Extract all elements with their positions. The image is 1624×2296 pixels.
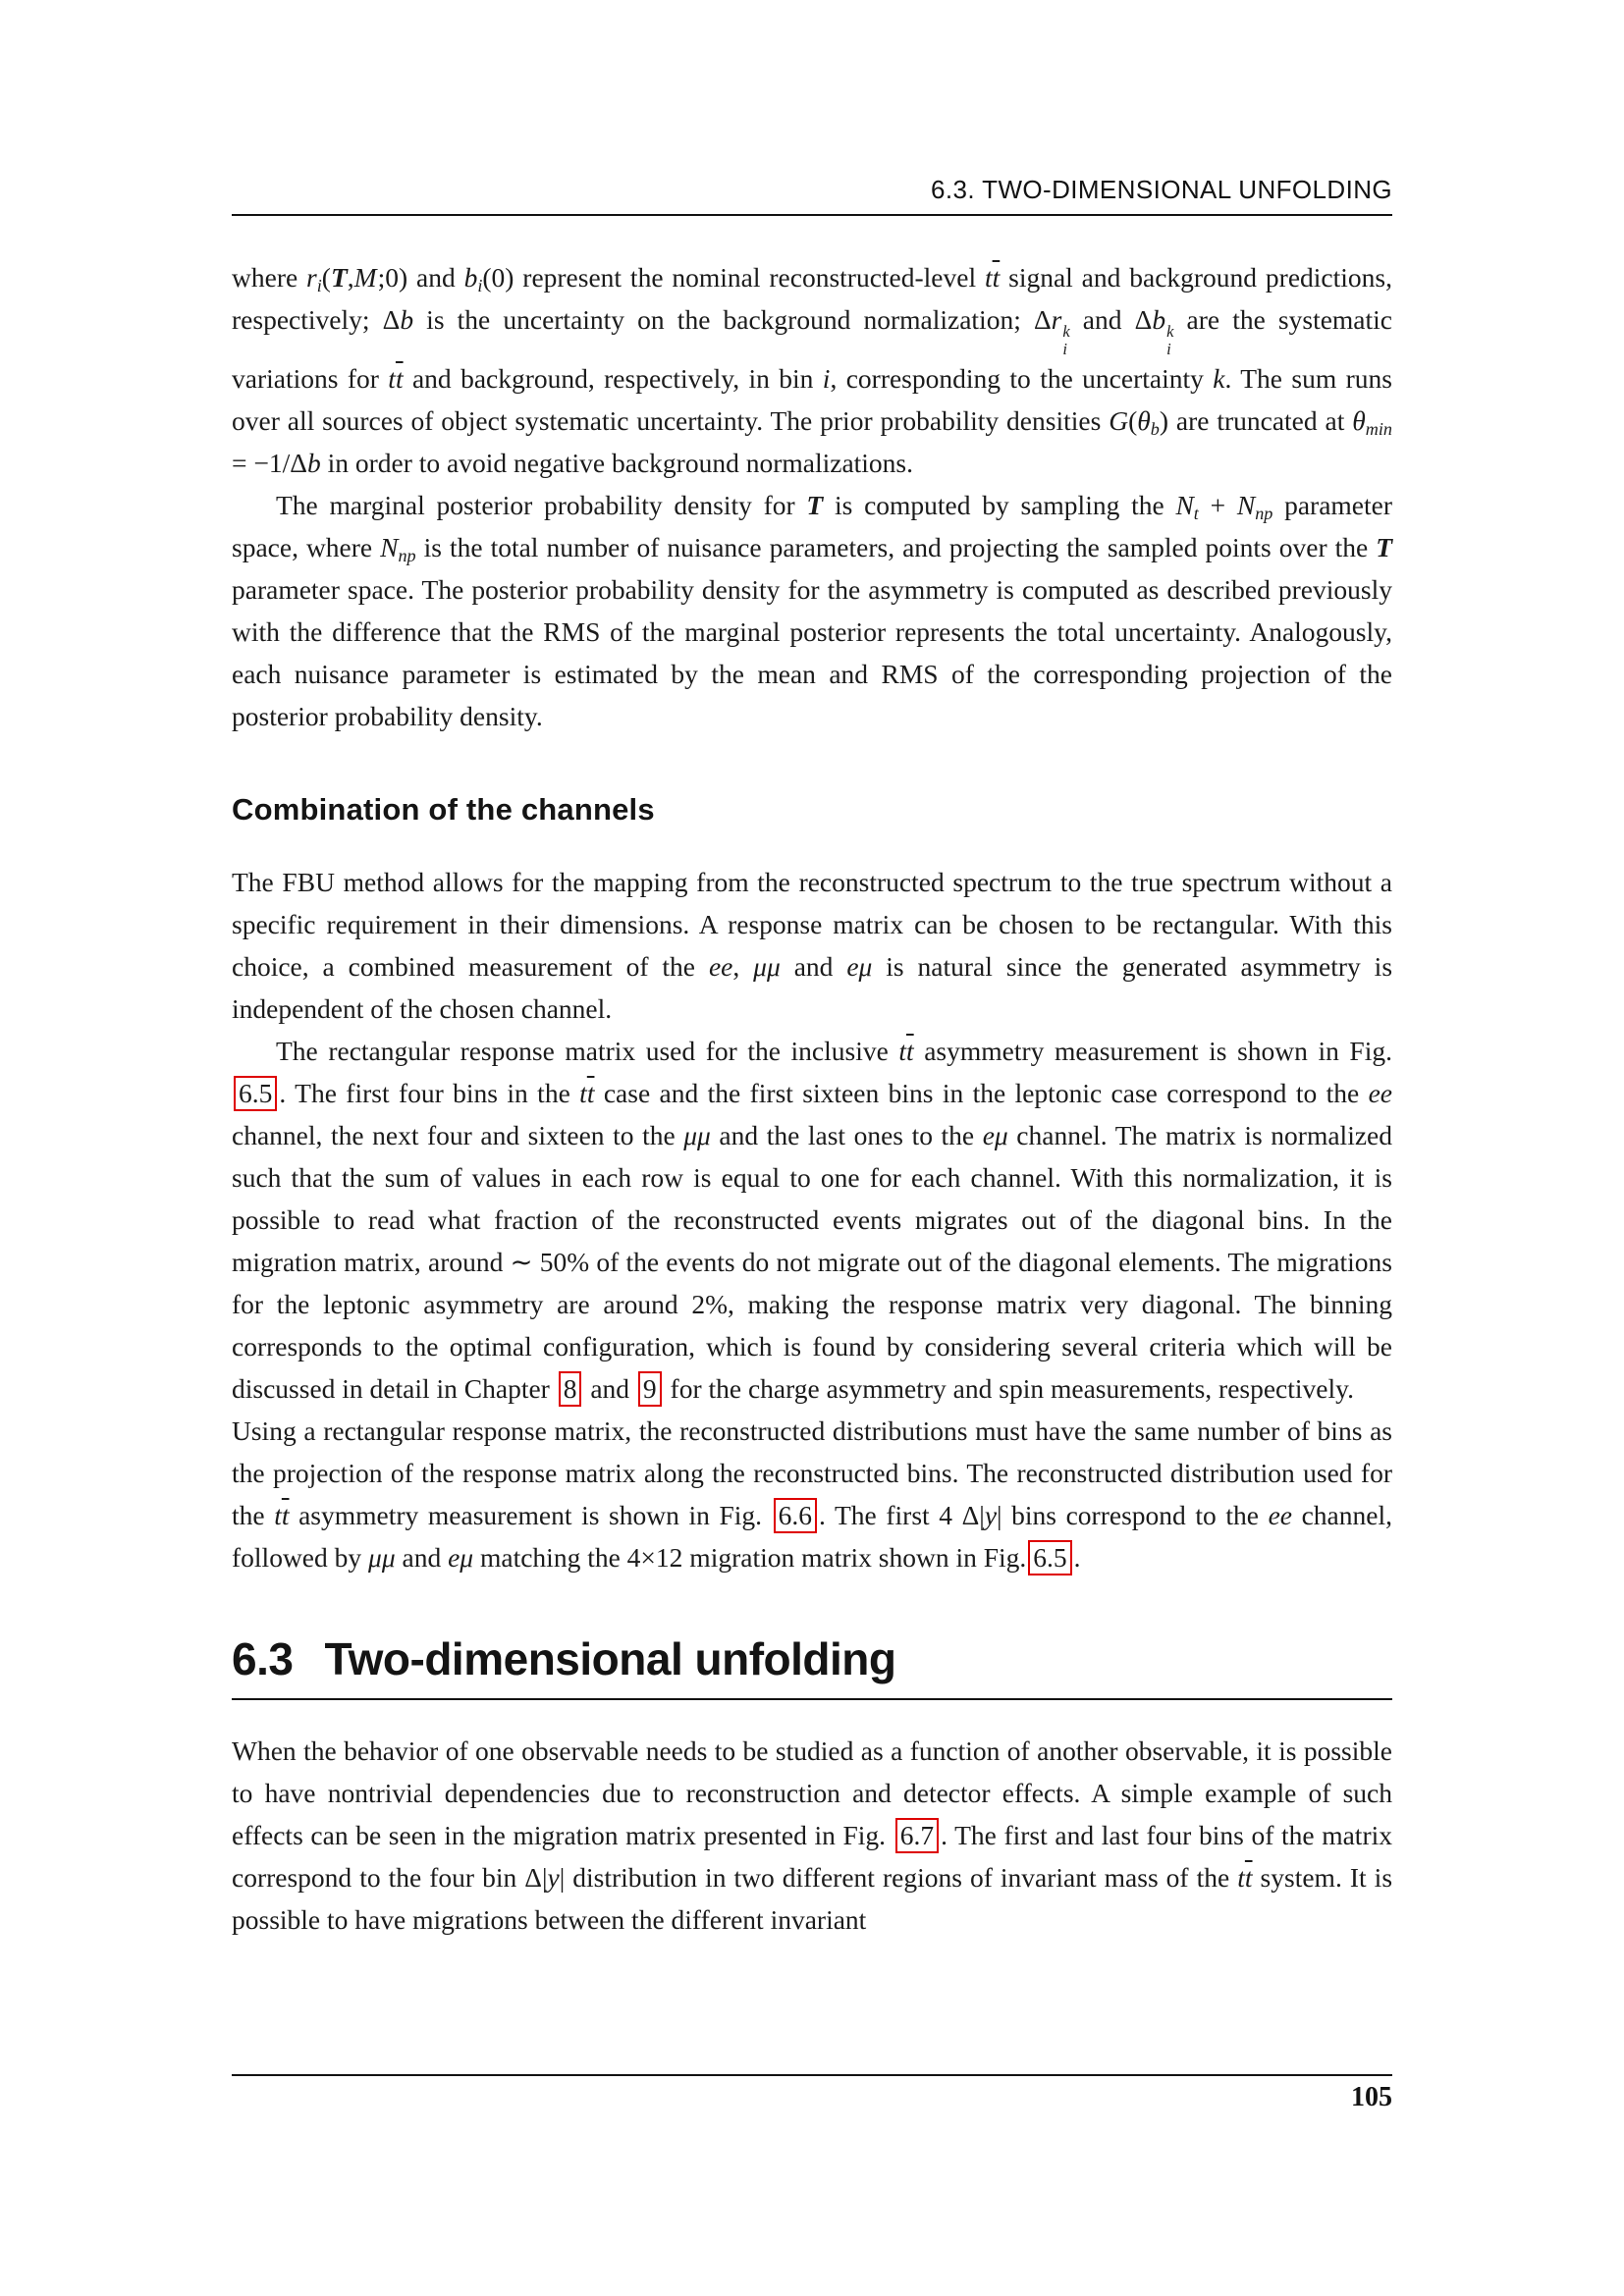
text-run: is the uncertainty on the background normalization; Δ <box>413 304 1052 335</box>
math-superscript: k <box>1166 322 1174 342</box>
math-text: i <box>477 276 483 296</box>
paragraph <box>232 256 1392 484</box>
text-run: are the systematic variations for <box>232 304 1393 394</box>
reference-link[interactable]: 6.5 <box>234 1076 277 1111</box>
math-text: eμ <box>982 1119 1008 1150</box>
math-text: min <box>1365 418 1392 439</box>
reference-link[interactable]: 6.5 <box>1028 1540 1071 1575</box>
math-sup-sub <box>1062 323 1069 357</box>
math-text: t <box>898 1035 907 1066</box>
footer-rule <box>232 2074 1392 2076</box>
math-text: θ <box>1352 404 1366 436</box>
math-text: r <box>306 262 317 293</box>
paragraph <box>232 1030 1392 1410</box>
math-text: N <box>380 531 399 562</box>
math-text: T <box>330 262 348 293</box>
text-run: in order to avoid negative background normalizations. <box>320 447 914 478</box>
math-text: eμ <box>846 950 873 982</box>
math-text: μμ <box>368 1541 396 1573</box>
paragraph <box>232 1730 1392 1941</box>
text-run: ) are truncated at <box>1159 404 1353 436</box>
text-run: matching the 4×12 migration matrix shown in Fig. <box>473 1541 1027 1573</box>
text-run: parameter space, where <box>232 489 1392 562</box>
math-text: i <box>316 276 322 296</box>
math-text: μμ <box>753 950 781 982</box>
paragraph <box>232 484 1392 737</box>
math-text: T <box>806 489 824 520</box>
math-text: $\overline{t}$ <box>281 1499 290 1530</box>
text-run: | distribution in two different regions of invariant mass of the <box>559 1861 1238 1893</box>
header-rule <box>232 214 1392 216</box>
section-title: Two-dimensional unfolding <box>324 1632 896 1684</box>
math-text: r <box>1051 304 1062 335</box>
text-run: where <box>232 262 307 293</box>
text-run: and <box>395 1541 449 1573</box>
text-run: . The first and last four bins of the matrix correspond to the four bin Δ| <box>232 1819 1392 1893</box>
math-text: t <box>1193 503 1199 523</box>
math-text: b <box>1152 304 1166 335</box>
text-run: The FBU method allows for the mapping from the reconstructed spectrum to the true spectrum without a specific requirement in their dimensions. A response matrix can be chosen to be rectangular. With this choice, a combined measurement of the <box>232 866 1392 982</box>
text-run: and <box>780 950 847 982</box>
reference-link[interactable]: 8 <box>559 1371 582 1407</box>
math-text: b <box>1150 418 1160 439</box>
reference-link[interactable]: 9 <box>638 1371 662 1407</box>
math-text: G <box>1109 404 1129 436</box>
text-run: channel, the next four and sixteen to the <box>232 1119 684 1150</box>
paragraph <box>232 861 1392 1030</box>
math-text: μμ <box>683 1119 711 1150</box>
section-heading <box>232 1633 1392 1700</box>
math-text: $\overline{t}$ <box>586 1077 595 1108</box>
math-text: b <box>306 447 321 478</box>
math-text: ee <box>708 950 733 982</box>
text-run: and the last ones to the <box>710 1119 983 1150</box>
math-text: ee <box>1368 1077 1393 1108</box>
reference-link[interactable]: 6.6 <box>774 1498 817 1533</box>
text-run: . The first four bins in the <box>279 1077 580 1108</box>
math-superscript: k <box>1062 322 1070 342</box>
text-run: case and the first sixteen bins in the leptonic case correspond to the <box>594 1077 1369 1108</box>
text-run: . The first 4 Δ| <box>819 1499 985 1530</box>
math-subscript: i <box>1062 339 1067 358</box>
text-run: is natural since the generated asymmetry is independent of the chosen channel. <box>232 950 1393 1024</box>
running-header-title: 6.3. TWO-DIMENSIONAL UNFOLDING <box>931 175 1392 204</box>
math-subscript: i <box>1166 339 1171 358</box>
text-run: signal and background predictions, respectively; Δ <box>232 262 1392 335</box>
math-text: np <box>398 545 416 565</box>
math-text: t <box>984 262 993 293</box>
math-text: θ <box>1137 404 1151 436</box>
math-text: b <box>463 262 478 293</box>
math-text: N <box>1175 489 1194 520</box>
text-run: ;0) and <box>377 262 464 293</box>
text-run: asymmetry measurement is shown in Fig. <box>289 1499 772 1530</box>
math-text: i <box>822 362 831 394</box>
text-run: + <box>1198 489 1237 520</box>
section-number: 6.3 <box>232 1632 294 1684</box>
text-run: The rectangular response matrix used for the inclusive <box>276 1035 899 1066</box>
math-text: np <box>1255 503 1273 523</box>
text-run: The marginal posterior probability density for <box>276 489 807 520</box>
math-text: b <box>400 304 414 335</box>
text-run: for the charge asymmetry and spin measurements, respectively. <box>663 1372 1354 1404</box>
text-run: When the behavior of one observable needs to be studied as a function of another observable, it is possible to have nontrivial dependencies due to reconstruction and detector effects. A simple example of such effects can be seen in the migration matrix presented in Fig. <box>232 1735 1392 1850</box>
text-run: , <box>347 262 354 293</box>
text-run: (0) represent the nominal reconstructed-level <box>482 262 985 293</box>
text-run: and Δ <box>1069 304 1153 335</box>
math-text: y <box>984 1499 998 1530</box>
text-run: is computed by sampling the <box>823 489 1176 520</box>
math-text: t <box>388 362 396 394</box>
subsection-heading: Combination of the channels <box>232 791 655 827</box>
math-text: $\overline{t}$ <box>992 262 1001 293</box>
text-run: is the total number of nuisance parameters, and projecting the sampled points over the <box>415 531 1377 562</box>
text-run: ( <box>1128 404 1138 436</box>
text-run: = −1/Δ <box>232 447 307 478</box>
math-text: N <box>1236 489 1256 520</box>
text-run: . <box>1073 1541 1081 1573</box>
text-run: and background, respectively, in bin <box>403 362 823 394</box>
text-run: , corresponding to the uncertainty <box>830 362 1214 394</box>
text-run: ( <box>321 262 331 293</box>
math-text: t <box>579 1077 587 1108</box>
math-text: t <box>274 1499 282 1530</box>
math-text: ee <box>1268 1499 1292 1530</box>
text-run: | bins correspond to the <box>997 1499 1269 1530</box>
content-column <box>232 256 1392 1941</box>
text-run: and <box>583 1372 636 1404</box>
text-run: system. It is possible to have migrations between the different invariant <box>232 1861 1393 1935</box>
text-run: parameter space. The posterior probability density for the asymmetry is computed as described previously with the difference that the RMS of the marginal posterior represents the total uncertainty. Analogously, each nuisance parameter is estimated by the mean and RMS of the corresponding projection of the posterior probability density. <box>232 573 1392 731</box>
math-text: y <box>547 1861 560 1893</box>
text-run: Using a rectangular response matrix, the reconstructed distributions must have the same number of bins as the projection of the response matrix along the reconstructed bins. The reconstructed distribution used for the <box>232 1415 1392 1530</box>
math-text: t <box>1237 1861 1245 1893</box>
math-text: $\overline{t}$ <box>1244 1861 1253 1893</box>
text-run: asymmetry measurement is shown in Fig. <box>913 1035 1392 1066</box>
math-text: k <box>1213 362 1225 394</box>
text-run: , <box>732 950 754 982</box>
math-text: T <box>1376 531 1393 562</box>
text-run: . The sum runs over all sources of object systematic uncertainty. The prior probability densities <box>232 362 1392 436</box>
text-run: channel. The matrix is normalized such that the sum of values in each row is equal to one for each channel. With this normalization, it is possible to read what fraction of the reconstructed events migrates out of the diagonal bins. In the migration matrix, around ∼ 50% of the events do not migrate out of the diagonal elements. The migrations for the leptonic asymmetry are around 2%, making the response matrix very diagonal. The binning corresponds to the optimal configuration, which is found by considering several criteria which will be discussed in detail in Chapter <box>232 1119 1393 1404</box>
reference-link[interactable]: 6.7 <box>895 1818 939 1853</box>
page-number: 105 <box>1351 2082 1392 2112</box>
math-text: $\overline{t}$ <box>906 1035 914 1066</box>
math-text: eμ <box>448 1541 474 1573</box>
paragraph <box>232 1410 1392 1578</box>
math-text: M <box>353 262 378 293</box>
math-text: $\overline{t}$ <box>395 362 404 394</box>
text-run: channel, followed by <box>232 1499 1392 1573</box>
